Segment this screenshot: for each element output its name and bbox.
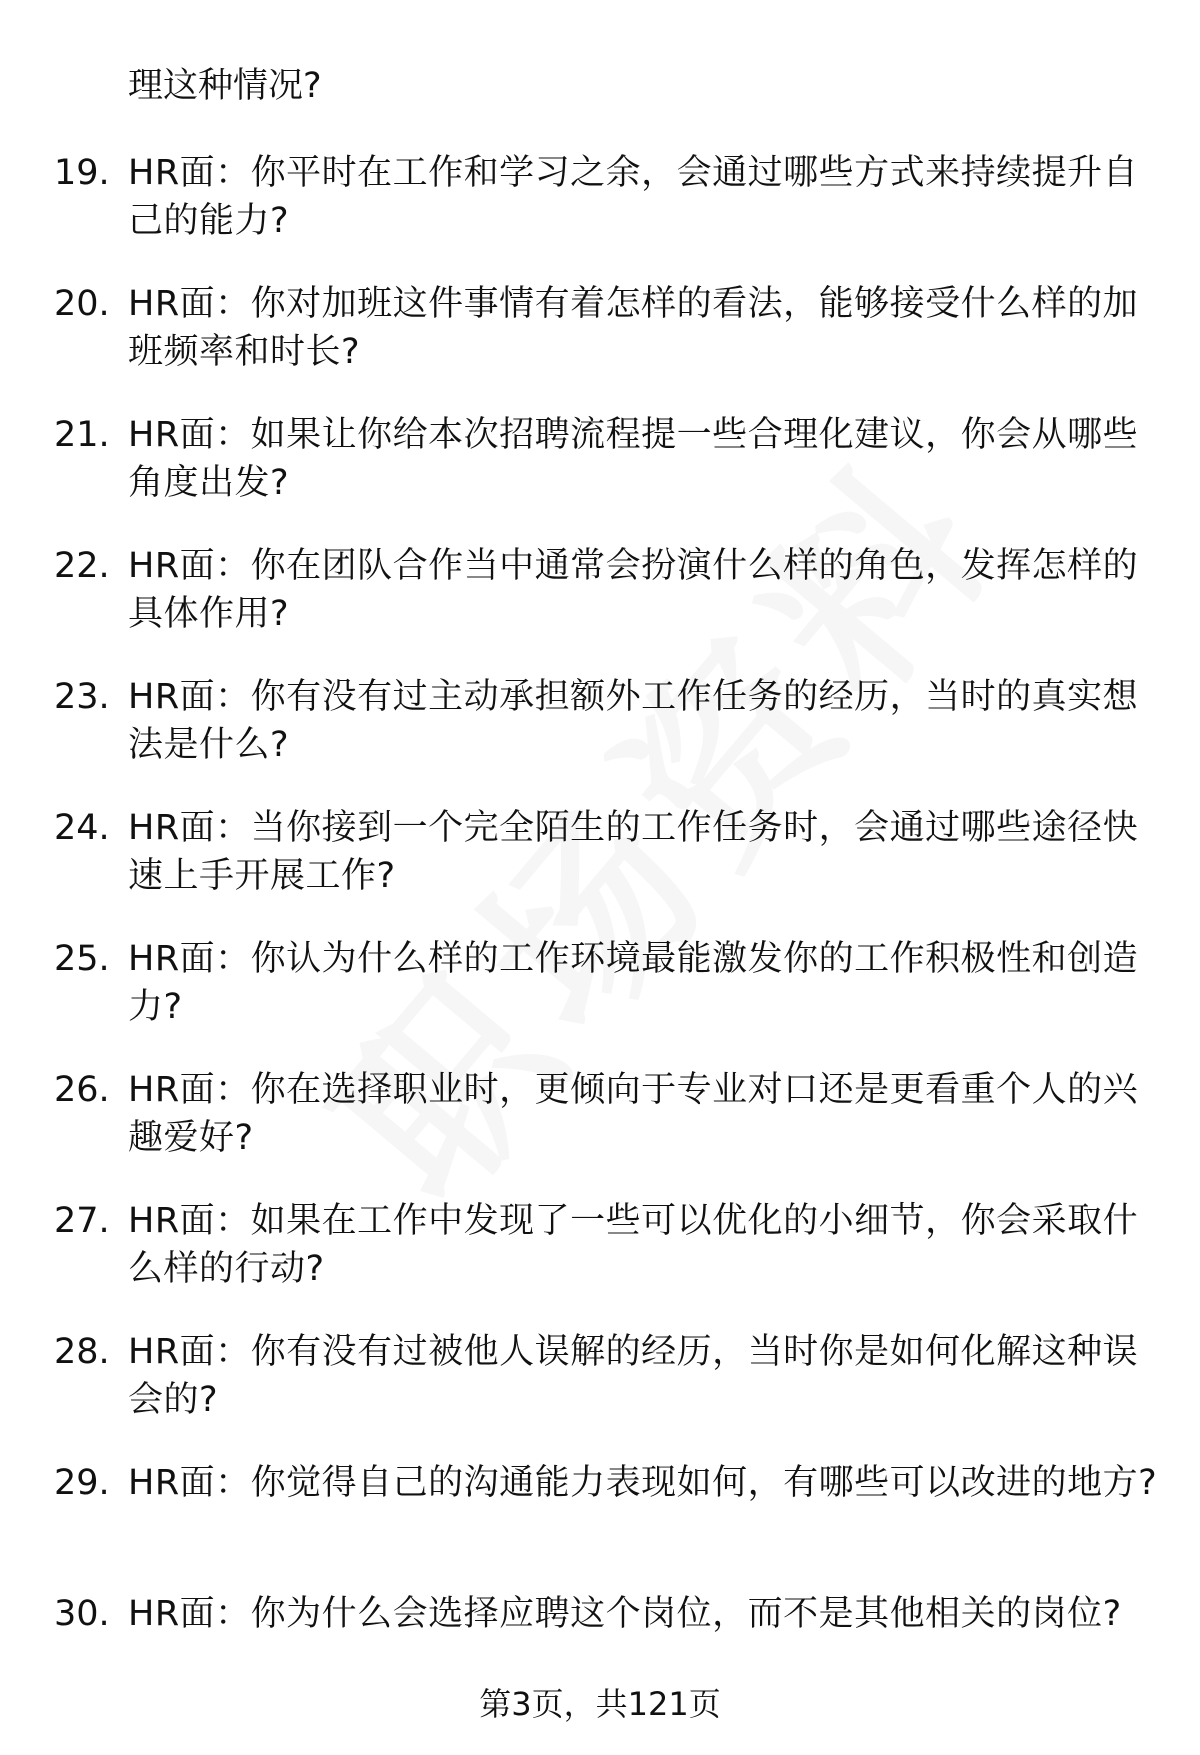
question-text: HR面：你为什么会选择应聘这个岗位，而不是其他相关的岗位? (128, 1594, 1122, 1634)
question-number: 25. (54, 939, 110, 979)
list-item (0, 411, 1200, 542)
question-number: 29. (54, 1463, 110, 1503)
question-number: 21. (54, 415, 110, 455)
question-number: 24. (54, 808, 110, 848)
question-text: HR面：你有没有过被他人误解的经历，当时你是如何化解这种误会的? (128, 1332, 1139, 1420)
question-text: HR面：你平时在工作和学习之余，会通过哪些方式来持续提升自己的能力? (128, 153, 1139, 241)
question-text: HR面：你认为什么样的工作环境最能激发你的工作积极性和创造力? (128, 939, 1139, 1027)
list-item (0, 149, 1200, 280)
question-text: HR面：如果让你给本次招聘流程提一些合理化建议，你会从哪些角度出发? (128, 415, 1139, 503)
question-text: HR面：如果在工作中发现了一些可以优化的小细节，你会采取什么样的行动? (128, 1201, 1139, 1289)
question-text: HR面：你在团队合作当中通常会扮演什么样的角色，发挥怎样的具体作用? (128, 546, 1139, 634)
list-item (0, 542, 1200, 673)
question-number: 27. (54, 1201, 110, 1241)
list-item (0, 280, 1200, 411)
list-item (0, 1328, 1200, 1459)
list-item (0, 1066, 1200, 1197)
question-text: HR面：当你接到一个完全陌生的工作任务时，会通过哪些途径快速上手开展工作? (128, 808, 1139, 896)
list-item (0, 935, 1200, 1066)
list-item (0, 673, 1200, 804)
question-number: 28. (54, 1332, 110, 1372)
question-list (0, 149, 1200, 1721)
question-number: 20. (54, 284, 110, 324)
question-number: 22. (54, 546, 110, 586)
continued-question-text: 理这种情况? (128, 66, 322, 106)
question-number: 19. (54, 153, 110, 193)
list-item (0, 1197, 1200, 1328)
question-text: HR面：你对加班这件事情有着怎样的看法，能够接受什么样的加班频率和时长? (128, 284, 1139, 372)
list-item (0, 804, 1200, 935)
question-number: 23. (54, 677, 110, 717)
question-text: HR面：你觉得自己的沟通能力表现如何，有哪些可以改进的地方? (128, 1463, 1158, 1503)
question-number: 30. (54, 1594, 110, 1634)
question-number: 26. (54, 1070, 110, 1110)
page-footer: 第3页，共121页 (479, 1685, 721, 1723)
question-text: HR面：你有没有过主动承担额外工作任务的经历，当时的真实想法是什么? (128, 677, 1139, 765)
list-item (0, 1459, 1200, 1590)
question-text: HR面：你在选择职业时，更倾向于专业对口还是更看重个人的兴趣爱好? (128, 1070, 1139, 1158)
